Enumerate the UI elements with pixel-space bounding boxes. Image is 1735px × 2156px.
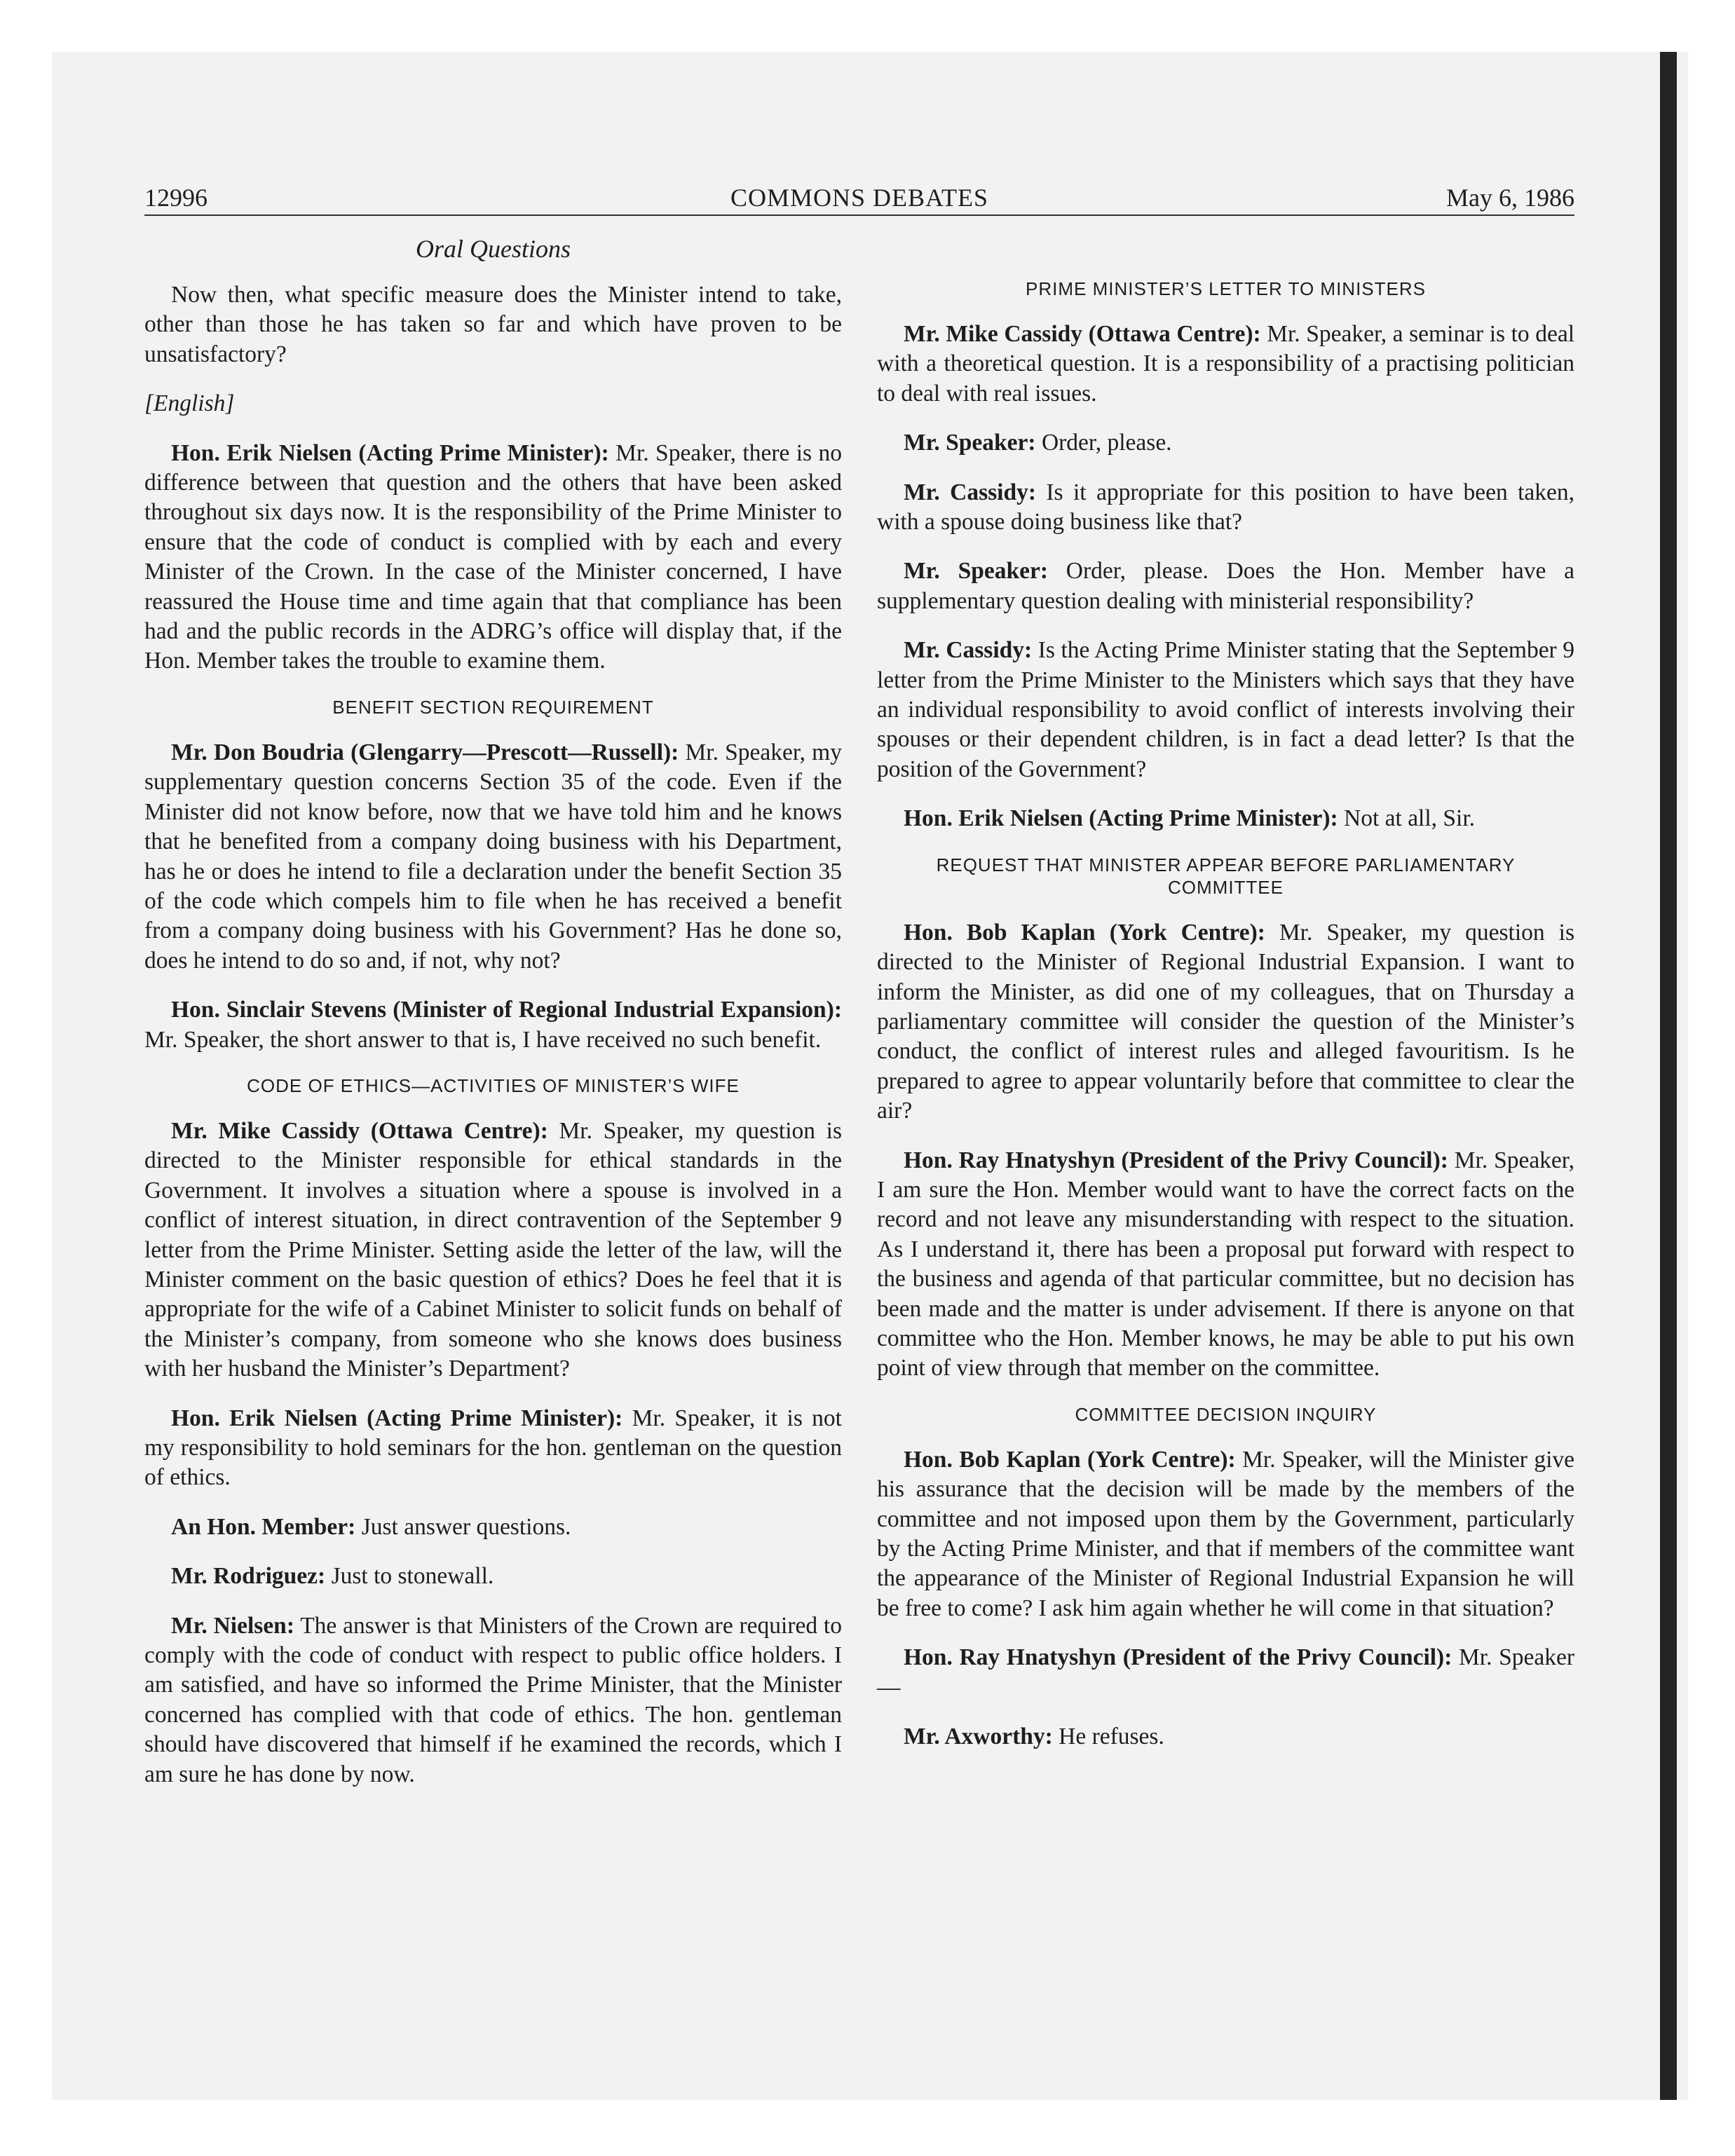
paragraph — [144, 1117, 842, 1384]
paragraph-text: Mr. Speaker, my question is directed to the Minister responsible for ethical standards in the Government. It involves a situation where a spouse is involved in a conflict of interest situation, in direct contravention of the September 9 letter from the Prime Minister. Setting aside the letter of the law, will the Minister comment on the basic question of ethics? Does he feel that it is appropriate for the wife of a Cabinet Minister to solicit funds on behalf of the Minister’s company, from someone who she knows does business with her husband the Minister’s Department? — [144, 1117, 842, 1382]
paragraph-text: Is it appropriate for this position to have been taken, with a spouse doing business like that? — [877, 479, 1574, 535]
speaker-name: Hon. Sinclair Stevens (Minister of Regional Industrial Expansion): — [171, 997, 842, 1023]
speaker-name: Hon. Erik Nielsen (Acting Prime Minister): — [171, 1405, 623, 1431]
speaker-name: Hon. Erik Nielsen (Acting Prime Minister): — [171, 439, 609, 466]
speaker-name: Mr. Rodriguez: — [171, 1563, 326, 1590]
paragraph-text: Mr. Speaker, it is not my responsibility to hold seminars for the hon. gentleman on the question of ethics. — [144, 1405, 842, 1491]
header-rule — [144, 214, 1574, 216]
speaker-name: Mr. Axworthy: — [904, 1724, 1053, 1750]
paragraph — [877, 804, 1574, 833]
section-title: Oral Questions — [415, 235, 571, 263]
speaker-name: Mr. Mike Cassidy (Ottawa Centre): — [171, 1117, 548, 1144]
speaker-name: Mr. Nielsen: — [171, 1612, 294, 1639]
paragraph — [144, 995, 842, 1055]
paragraph-text: Just to stonewall. — [325, 1563, 494, 1590]
paragraph-text: Just answer questions. — [355, 1513, 571, 1540]
paragraph-text: Now then, what specific measure does the Minister intend to take, other than those he has taken so far and which have proven to be unsatisfactory? — [144, 282, 842, 367]
running-header — [144, 179, 1574, 216]
paragraph — [877, 428, 1574, 458]
header-date: May 6, 1986 — [1446, 184, 1574, 212]
speaker-name: Mr. Speaker: — [904, 430, 1036, 456]
paragraph — [144, 1562, 842, 1591]
paragraph-text: Not at all, Sir. — [1338, 805, 1476, 832]
speaker-name: Mr. Cassidy: — [904, 637, 1033, 664]
scan-edge — [1660, 52, 1677, 2100]
paragraph-text: Order, please. — [1035, 430, 1172, 456]
publication-title: COMMONS DEBATES — [730, 184, 989, 212]
paragraph — [144, 1513, 842, 1542]
speaker-name: Hon. Erik Nielsen (Acting Prime Minister): — [904, 805, 1338, 832]
paragraph-text: Mr. Speaker, will the Minister give his assurance that the decision will be made by the members of the committee and not imposed upon them by the Government, particularly by the Acting Prime Minister, and that if members of the committee want the appearance of the Minister of Regional Industrial Expansion he will be free to come? I ask him again whether he will come in that situation? — [877, 1446, 1574, 1621]
paragraph-text: Mr. Speaker, my supplementary question concerns Section 35 of the code. Even if the Minister did not know before, now that we have told him and he knows that he benefited from a company doing business with his Department, has he or does he intend to file a declaration under the benefit Section 35 of the code which compels him to file when he has received a benefit from a company doing business with his Government? Has he done so, does he intend to do so and, if not, why not? — [144, 739, 842, 974]
paragraph — [877, 918, 1574, 1126]
paragraph-text: He refuses. — [1052, 1724, 1164, 1750]
paragraph — [877, 320, 1574, 409]
paragraph — [144, 439, 842, 676]
paragraph-text: Mr. Speaker, the short answer to that is, I have received no such benefit. — [144, 1026, 822, 1053]
paragraph-text: Mr. Speaker, a seminar is to deal with a theoretical question. It is a responsibility of a practising politician to deal with real issues. — [877, 321, 1574, 407]
paragraph — [144, 738, 842, 976]
speaker-name: Hon. Ray Hnatyshyn (President of the Privy Council): — [904, 1644, 1452, 1671]
subheading: BENEFIT SECTION REQUIREMENT — [332, 696, 654, 718]
paragraph — [877, 1722, 1574, 1752]
paragraph — [877, 478, 1574, 538]
speaker-name: Mr. Don Boudria (Glengarry—Prescott—Russell): — [171, 739, 679, 765]
paragraph-text: Mr. Speaker, my question is directed to the Minister of Regional Industrial Expansion. I want to inform the Minister, as did one of my colleagues, that on Thursday a parliamentary committee will consider the question of the Minister’s conduct, the conflict of interest rules and alleged favouritism. Is he prepared to agree to appear voluntarily before that committee to clear the air? — [877, 919, 1575, 1124]
subheading: CODE OF ETHICS—ACTIVITIES OF MINISTER’S WIFE — [247, 1074, 740, 1096]
paragraph-text: Mr. Speaker— — [877, 1644, 1574, 1700]
paragraph-text: The answer is that Ministers of the Crown are required to comply with the code of conduct with respect to public office holders. I am satisfied, and have so informed the Prime Minister, that the Minister concerned has complied with that code of ethics. The hon. gentleman should have discovered that himself if he examined the records, which I am sure he has done by now. — [144, 1612, 842, 1787]
paragraph-text: Is the Acting Prime Minister stating that the September 9 letter from the Prime Minister to the Ministers which says that they have an individual responsibility to avoid conflict of interests involving their spouses or their dependent children, is in fact a dead letter? Is that the position of the Government? — [877, 637, 1574, 782]
paragraph-text: Order, please. Does the Hon. Member have a supplementary question dealing with ministerial responsibility? — [877, 558, 1575, 614]
speaker-name: Hon. Bob Kaplan (York Centre): — [904, 1446, 1236, 1473]
paragraph — [144, 280, 842, 369]
speaker-name: Mr. Speaker: — [904, 558, 1048, 585]
subheading: PRIME MINISTER’S LETTER TO MINISTERS — [1026, 278, 1426, 299]
paragraph — [144, 1611, 842, 1789]
language-tag: [English] — [144, 390, 235, 417]
paragraph — [877, 1146, 1574, 1384]
paragraph — [877, 557, 1574, 616]
speaker-name: Hon. Bob Kaplan (York Centre): — [904, 919, 1265, 946]
paragraph-text: Mr. Speaker, there is no difference between that question and the others that have been asked throughout six days now. It is the responsibility of the Prime Minister to ensure that the code of conduct is complied with by each and every Minister of the Crown. In the case of the Minister concerned, I have reassured the House time and time again that that compliance has been had and the public records in the ADRG’s office will display that, if the Hon. Member takes the trouble to examine them. — [144, 439, 842, 674]
paragraph — [144, 1404, 842, 1493]
speaker-name: An Hon. Member: — [171, 1513, 356, 1540]
speaker-name: Mr. Cassidy: — [904, 479, 1037, 505]
paragraph — [877, 1445, 1574, 1623]
speaker-name: Hon. Ray Hnatyshyn (President of the Privy Council): — [904, 1147, 1448, 1173]
page-number: 12996 — [144, 184, 207, 212]
right-column — [877, 273, 1574, 1771]
subheading: REQUEST THAT MINISTER APPEAR BEFORE PARLIAMENTARY COMMITTEE — [936, 854, 1516, 898]
paragraph — [877, 636, 1574, 784]
subheading: COMMITTEE DECISION INQUIRY — [1075, 1403, 1377, 1425]
speaker-name: Mr. Mike Cassidy (Ottawa Centre): — [904, 321, 1261, 347]
left-column — [144, 234, 842, 1809]
paragraph-text: Mr. Speaker, I am sure the Hon. Member would want to have the correct facts on the record and not leave any misunderstanding with respect to the situation. As I understand it, there has been a proposal put forward with respect to the business and agenda of that particular committee, but no decision has been made and the matter is under advisement. If there is anyone on that committee who the Hon. Member knows, he may be able to put his own point of view through that member on the committee. — [877, 1147, 1574, 1381]
paragraph — [877, 1643, 1574, 1703]
